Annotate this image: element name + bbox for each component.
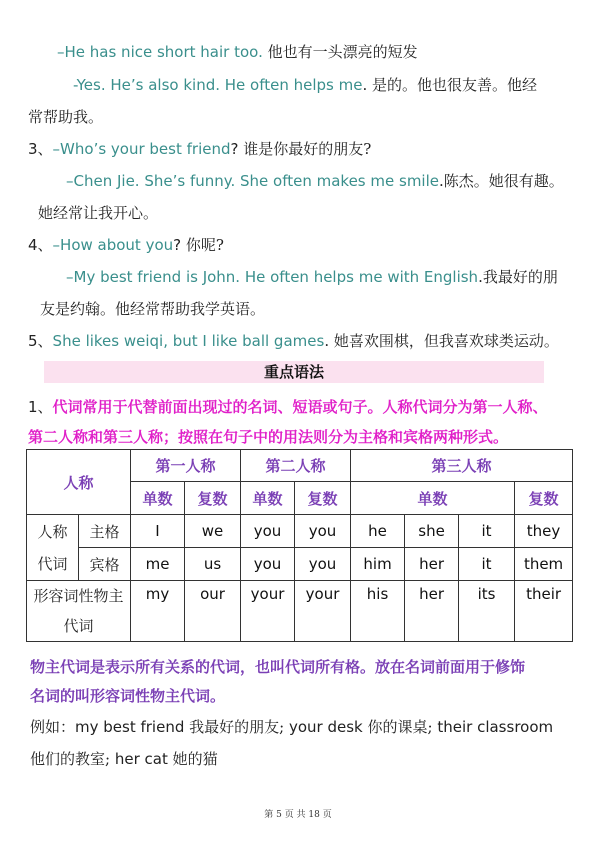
header-plural: 复数	[295, 482, 351, 515]
cell: me	[131, 548, 185, 581]
item-number: 4、	[28, 236, 53, 254]
header-third-person: 第三人称	[351, 450, 573, 482]
cell: your	[295, 581, 351, 642]
cell: she	[405, 515, 459, 548]
header-first-person: 第一人称	[131, 450, 241, 482]
line-8	[66, 267, 558, 287]
english-text: –Who’s your best friend	[52, 140, 231, 158]
cell: he	[351, 515, 405, 548]
item-number: 5、	[28, 332, 53, 350]
cell: my	[131, 581, 185, 642]
note-line-1	[30, 657, 525, 677]
chinese-text: 他也有一头漂亮的短发	[267, 43, 418, 61]
punct: .	[362, 76, 368, 94]
chinese-text: 她经常让我开心。	[38, 204, 159, 222]
label-subject-case: 主格	[79, 515, 131, 548]
english-text: -Yes. He’s also kind. He often helps me	[73, 76, 363, 94]
row-label-personal-pronoun	[27, 515, 79, 581]
table-row-object	[27, 548, 573, 581]
line-5	[66, 171, 564, 191]
chinese-text: .我最好的朋	[478, 268, 558, 286]
cell: its	[459, 581, 515, 642]
note-text: 物主代词是表示所有关系的代词，也叫代词所有格。放在名词前面用于修饰	[30, 658, 526, 676]
chinese-text: 你呢?	[185, 236, 224, 254]
example-en: my best friend	[75, 718, 185, 736]
cell: him	[351, 548, 405, 581]
punct: ?	[173, 236, 182, 254]
label-object-case: 宾格	[79, 548, 131, 581]
english-text: –How about you	[52, 236, 174, 254]
line-7	[28, 235, 224, 255]
header-singular: 单数	[351, 482, 515, 515]
english-text: –My best friend is John. He often helps me with English	[66, 268, 479, 286]
line-1	[57, 42, 418, 62]
line-6	[38, 203, 158, 223]
item-number: 1、	[28, 398, 53, 416]
english-text: –He has nice short hair too.	[57, 43, 263, 61]
example-en: your desk	[288, 718, 363, 736]
example-cn: 我最好的朋友;	[189, 718, 285, 736]
line-2	[73, 75, 537, 95]
label-possessive	[27, 581, 131, 642]
chinese-text: 谁是你最好的朋友?	[243, 140, 372, 158]
line-4	[28, 139, 371, 159]
section-title: 重点语法	[44, 361, 544, 383]
example-en: her cat	[114, 750, 168, 768]
cell: you	[295, 548, 351, 581]
chinese-text: 友是约翰。他经常帮助我学英语。	[40, 300, 266, 318]
cell: it	[459, 515, 515, 548]
label-line: 形容词性物主	[33, 587, 124, 605]
note-text: 名词的叫形容词性物主代词。	[30, 687, 226, 705]
english-text: –Chen Jie. She’s funny. She often makes me smile	[66, 172, 439, 190]
table-row-subject	[27, 515, 573, 548]
grammar-text: 代词常用于代替前面出现过的名词、短语或句子。人称代词分为第一人称、	[52, 398, 548, 416]
line-9	[40, 299, 265, 319]
cell: we	[185, 515, 241, 548]
cell: your	[241, 581, 295, 642]
grammar-text: 第二人称和第三人称；按照在句子中的用法则分为主格和宾格两种形式。	[28, 428, 509, 446]
row-label-line: 代词	[37, 554, 68, 573]
cell: us	[185, 548, 241, 581]
cell: her	[405, 581, 459, 642]
grammar-line-1	[28, 397, 548, 417]
chinese-text: .陈杰。她很有趣。	[439, 172, 564, 190]
example-cn: 他们的教室;	[30, 750, 111, 768]
cell: his	[351, 581, 405, 642]
row-label-line: 人称	[37, 522, 68, 541]
grammar-line-2	[28, 427, 508, 447]
cell: them	[515, 548, 573, 581]
example-cn: 你的课桌;	[367, 718, 433, 736]
example-line-1	[30, 717, 553, 737]
example-en: their classroom	[437, 718, 554, 736]
pronoun-table	[26, 449, 573, 642]
page-footer: 第 5 页 共 18 页	[264, 810, 332, 820]
cell: it	[459, 548, 515, 581]
cell: they	[515, 515, 573, 548]
header-singular: 单数	[241, 482, 295, 515]
cell: you	[241, 515, 295, 548]
english-text: She likes weiqi, but I like ball games	[52, 332, 325, 350]
line-10	[28, 331, 559, 351]
example-label: 例如：	[30, 718, 76, 736]
chinese-text: 常帮助我。	[28, 108, 104, 126]
cell: you	[241, 548, 295, 581]
example-cn: 她的猫	[172, 750, 218, 768]
cell: I	[131, 515, 185, 548]
header-singular: 单数	[131, 482, 185, 515]
cell: our	[185, 581, 241, 642]
item-number: 3、	[28, 140, 53, 158]
line-3	[28, 107, 103, 127]
header-plural: 复数	[185, 482, 241, 515]
example-line-2	[30, 749, 218, 769]
cell: their	[515, 581, 573, 642]
header-second-person: 第二人称	[241, 450, 351, 482]
cell: you	[295, 515, 351, 548]
header-person: 人称	[27, 450, 131, 515]
header-plural: 复数	[515, 482, 573, 515]
note-line-2	[30, 686, 225, 706]
punct: ?	[230, 140, 239, 158]
chinese-text: 是的。他也很友善。他经	[372, 76, 538, 94]
table-row-possessive	[27, 581, 573, 642]
cell: her	[405, 548, 459, 581]
chinese-text: . 她喜欢围棋，但我喜欢球类运动。	[324, 332, 559, 350]
label-line: 代词	[63, 617, 94, 635]
